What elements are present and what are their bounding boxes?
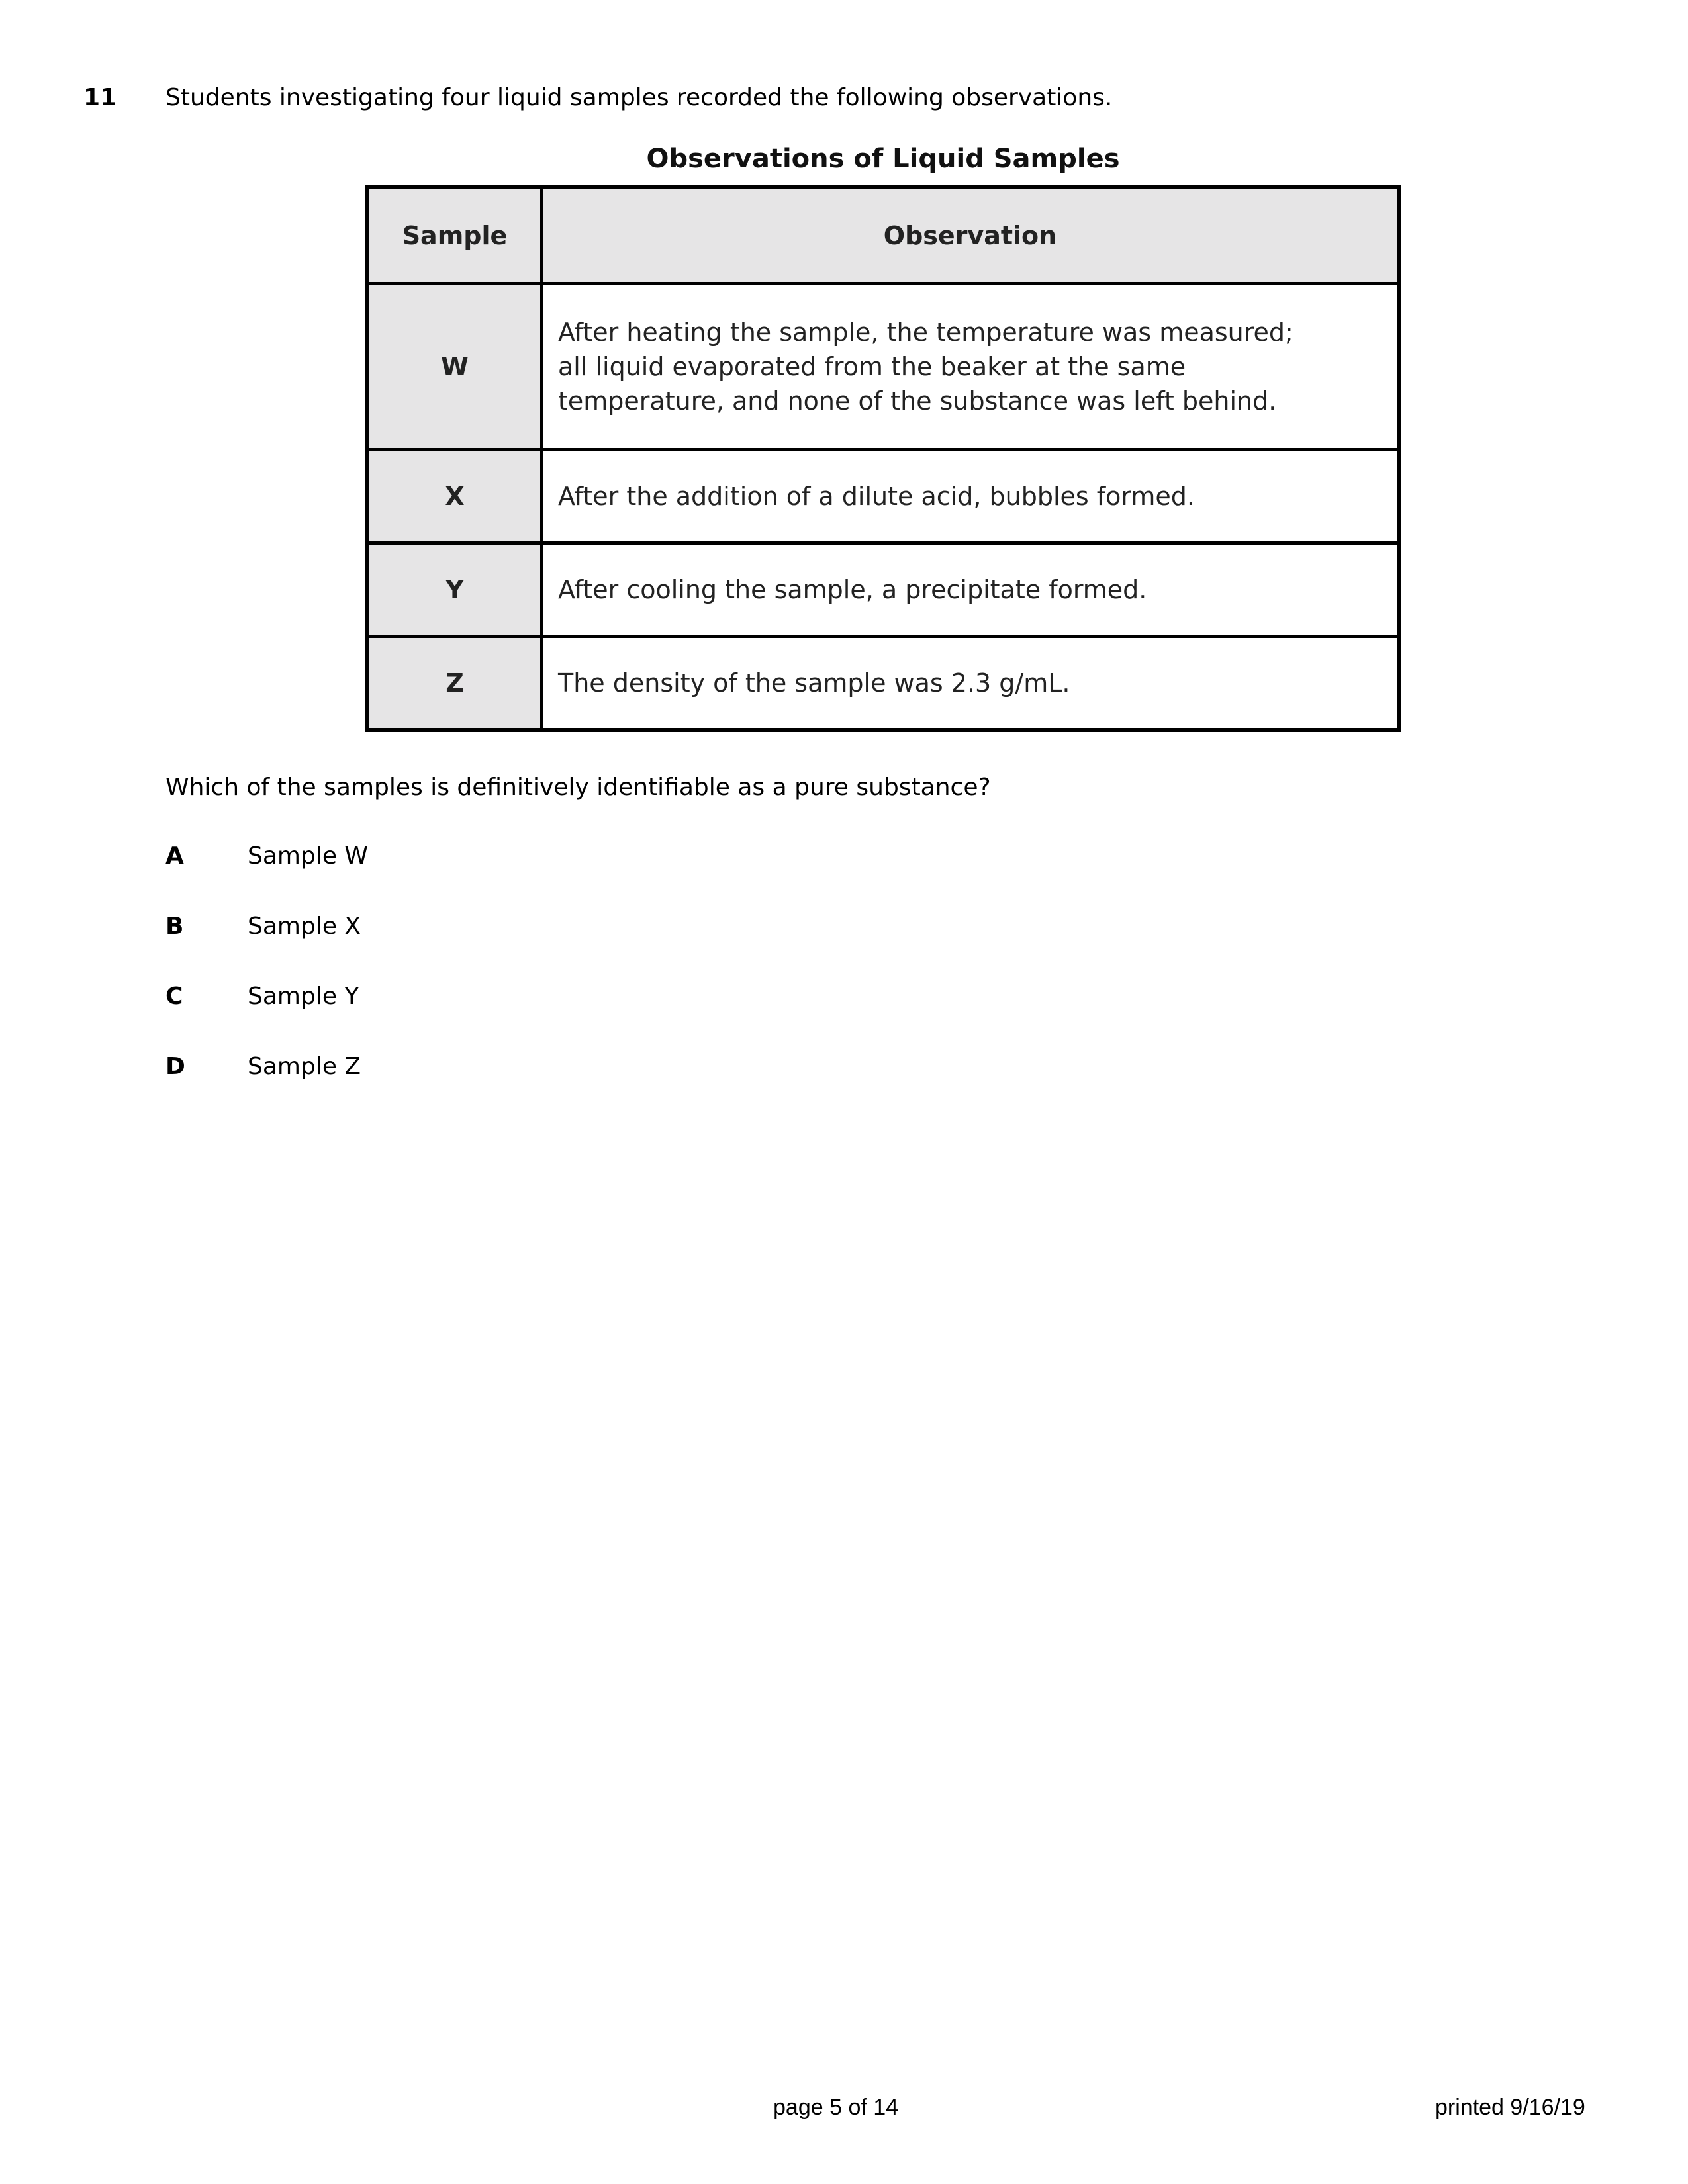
observation-line: temperature, and none of the substance was left behind. [558,387,1277,416]
choice-letter: D [165,1053,185,1080]
observations-table [365,185,1401,732]
table-row [367,543,1399,637]
table-row [367,284,1399,450]
sample-cell: X [367,450,542,543]
choice-c[interactable] [165,979,359,1014]
choice-letter: C [165,983,183,1010]
table-header-row [367,187,1399,284]
observation-cell: The density of the sample was 2.3 g/mL. [542,637,1399,731]
choice-letter: A [165,842,184,870]
observation-cell: After the addition of a dilute acid, bubbles formed. [542,450,1399,543]
choice-text: Sample Y [248,983,359,1010]
table-row [367,637,1399,731]
sample-cell: W [367,284,542,450]
choice-text: Sample Z [248,1053,361,1080]
choice-d[interactable] [165,1050,361,1084]
choice-text: Sample X [248,913,361,940]
printed-date: printed 9/16/19 [1435,2095,1585,2120]
header-sample: Sample [367,187,542,284]
sample-cell: Z [367,637,542,731]
observation-line: all liquid evaporated from the beaker at the same [558,352,1186,381]
observation-cell [542,284,1399,450]
question-prompt: Which of the samples is definitively identifiable as a pure substance? [165,774,991,801]
observation-cell: After cooling the sample, a precipitate formed. [542,543,1399,637]
sample-cell: Y [367,543,542,637]
table-title: Observations of Liquid Samples [646,144,1120,174]
choice-b[interactable] [165,909,361,944]
choice-text: Sample W [248,842,369,870]
choice-a[interactable] [165,839,368,874]
choice-letter: B [165,913,184,940]
question-number: 11 [83,84,117,111]
question-stem: Students investigating four liquid samples recorded the following observations. [165,84,1113,111]
table-row [367,450,1399,543]
page-number: page 5 of 14 [773,2095,899,2120]
header-observation: Observation [542,187,1399,284]
observation-line: After heating the sample, the temperature was measured; [558,318,1293,347]
